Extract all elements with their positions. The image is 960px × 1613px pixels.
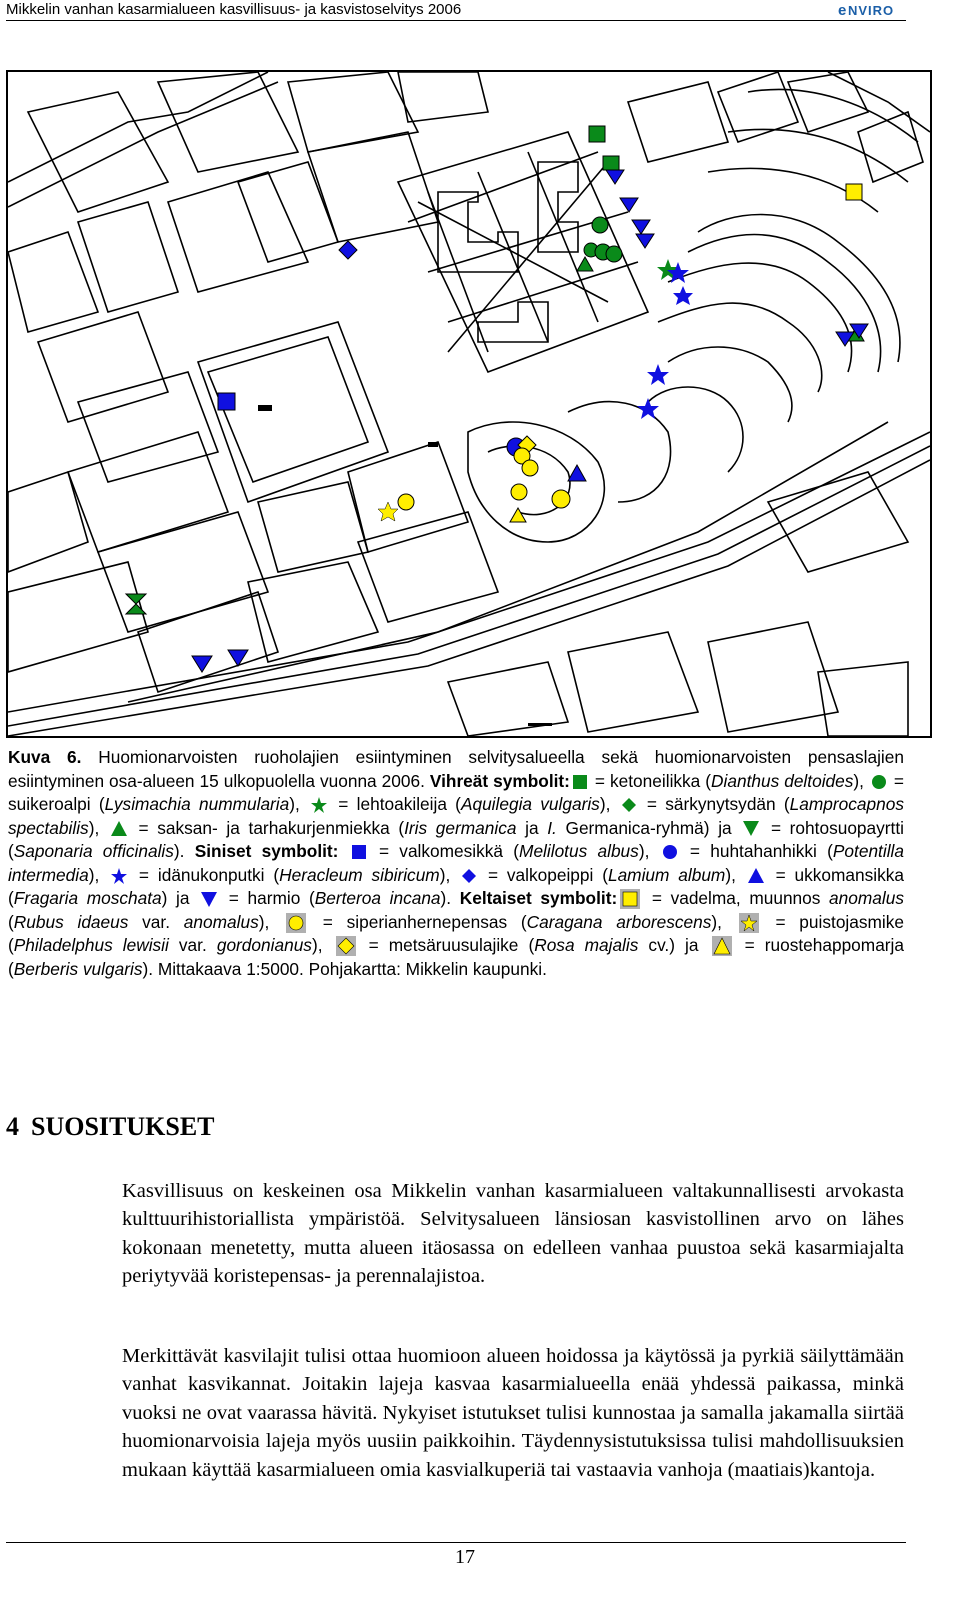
- section-title: SUOSITUKSET: [31, 1112, 215, 1141]
- blue-diamond-marker: [339, 241, 357, 259]
- species-name: anomalus: [829, 888, 904, 908]
- blue-triangle-marker: [568, 465, 586, 481]
- scale-bar: [528, 723, 552, 726]
- legend-green-triangle-icon: [111, 821, 127, 836]
- legend-text: ).: [440, 888, 460, 908]
- species-name: Saponaria officinalis: [13, 841, 174, 861]
- legend-text: ),: [711, 911, 736, 932]
- legend-green-circle-icon: [872, 775, 886, 789]
- species-name: I.: [547, 817, 557, 838]
- blue-down-triangle-marker: [606, 170, 624, 184]
- species-name: Philadelphus lewisii: [13, 935, 169, 955]
- legend-text: = ruostehappomarja (: [8, 935, 905, 979]
- caption-lead: Kuva 6.: [8, 747, 82, 767]
- legend-yellow-square-icon: [620, 889, 640, 909]
- base-map: [8, 72, 930, 736]
- legend-green-square-icon: [573, 775, 587, 789]
- legend-text: = valkomesikkä (: [368, 841, 520, 861]
- legend-text: ),: [88, 864, 109, 885]
- legend-text: ),: [311, 935, 333, 955]
- legend-text: = särkynytsydän (: [638, 794, 790, 814]
- species-name: Fragaria moschata: [13, 888, 162, 908]
- yellow-heading: Keltaiset symbolit:: [459, 888, 618, 908]
- blue-down-triangle-marker: [620, 198, 638, 212]
- legend-text: ja: [516, 817, 548, 838]
- legend-blue-diamond-icon: [462, 869, 476, 883]
- legend-text: = suikeroalpi (: [8, 770, 905, 814]
- legend-text: ),: [258, 911, 284, 932]
- figure-caption: [8, 746, 904, 981]
- section-number: 4: [6, 1112, 19, 1141]
- species-name: Lysimachia nummularia: [104, 794, 290, 814]
- yellow-triangle-marker: [510, 508, 526, 522]
- yellow-circle-marker: [552, 490, 570, 508]
- legend-yellow-circle-icon: [286, 913, 306, 933]
- legend-blue-down-triangle-icon: [201, 892, 217, 907]
- species-name: Rosa majalis: [534, 935, 639, 955]
- green-square-marker: [589, 126, 605, 142]
- yellow-star-marker: [378, 502, 398, 521]
- legend-text: = huhtahanhikki (: [679, 841, 833, 861]
- species-name: gordonianus: [216, 935, 312, 955]
- map-label: [428, 442, 438, 447]
- legend-text: = saksan- ja tarhakurjenmiekka (: [129, 817, 405, 838]
- yellow-circle-marker: [511, 484, 527, 500]
- species-name: Aquilegia vulgaris: [460, 794, 600, 814]
- yellow-symbols: [378, 184, 862, 522]
- header-title: Mikkelin vanhan kasarmialueen kasvillisuus- ja kasvistoselvitys 2006: [6, 1, 462, 18]
- legend-text: Germanica-ryhmä) ja: [556, 817, 741, 838]
- legend-text: = idänukonputki (: [130, 864, 280, 885]
- legend-yellow-diamond-icon: [336, 936, 356, 956]
- legend-text: ) ja: [161, 888, 199, 908]
- legend-blue-circle-icon: [663, 845, 677, 859]
- blue-star-marker: [673, 286, 693, 305]
- green-circle-marker: [606, 246, 622, 262]
- section-heading: [6, 1112, 227, 1142]
- green-triangle-marker: [577, 257, 593, 271]
- species-name: Potentilla intermedia: [8, 841, 904, 885]
- legend-text: = valkopeippi (: [479, 864, 608, 885]
- legend-text: ),: [289, 794, 309, 814]
- species-name: Lamprocapnos spectabilis: [8, 794, 904, 838]
- species-name: Melilotus albus: [519, 841, 639, 861]
- blue-star-marker: [647, 364, 669, 385]
- legend-text: var.: [128, 911, 184, 932]
- legend-text: ),: [88, 817, 108, 838]
- blue-down-triangle-marker: [636, 234, 654, 248]
- enviro-logo: [838, 0, 908, 24]
- species-name: anomalus: [183, 911, 259, 932]
- yellow-circle-marker: [398, 494, 414, 510]
- legend-text: = siperianhernepensas (: [309, 911, 527, 932]
- legend-text: = harmio (: [220, 888, 315, 908]
- legend-text: ),: [725, 864, 745, 885]
- species-name: Lamium album: [607, 864, 726, 885]
- legend-text: = puistojasmike (: [8, 911, 905, 955]
- legend-text: ),: [599, 794, 619, 814]
- species-name: Caragana arborescens: [526, 911, 712, 932]
- footer-divider: [6, 1542, 906, 1543]
- blue-down-triangle-marker: [632, 220, 650, 234]
- green-circle-marker: [592, 217, 608, 233]
- body-paragraph: Merkittävät kasvilajit tulisi ottaa huomioon alueen hoidossa ja käytössä ja pyrkiä säilyttämään vanhat kasvikannat. Joitakin lajeja kasvaa kasarmialueella enää yhdessä paikassa, minkä vuoksi ne ovat vaarassa hävitä. Nykyiset istutukset tulisi kunnostaa ja samalla jakamalla siirtää huomionarvoisia lajeja myös uusiin paikkoihin. Täydennysistutuksissa tulisi mahdollisuuksien mukaan käyttää kasarmialueen omia kasvialkuperiä tai vastaavia vanhoja (maatiais)kantoja.: [122, 1345, 904, 1481]
- page-header: [6, 0, 906, 21]
- legend-text: (: [8, 911, 14, 932]
- species-name: Rubus idaeus: [13, 911, 129, 932]
- blue-star-marker: [637, 398, 659, 419]
- page-number: 17: [455, 1546, 475, 1568]
- species-name: Dianthus deltoides: [711, 770, 854, 791]
- legend-text: = lehtoakileija (: [330, 794, 461, 814]
- legend-blue-square-icon: [352, 845, 366, 859]
- legend-blue-triangle-icon: [748, 868, 764, 883]
- legend-text: ). Mittakaava 1:5000. Pohjakartta: Mikkelin kaupunki.: [142, 958, 547, 979]
- legend-green-down-triangle-icon: [743, 821, 759, 836]
- legend-text: cv.) ja: [638, 935, 709, 955]
- legend-yellow-star-icon: [739, 913, 759, 933]
- legend-text: ),: [638, 841, 660, 861]
- legend-text: var.: [168, 935, 217, 955]
- species-name: Iris germanica: [404, 817, 517, 838]
- legend-text: = vadelma, muunnos: [643, 888, 830, 908]
- legend-text: = ukkomansikka (: [8, 864, 905, 908]
- blue-down-triangle-marker: [192, 656, 212, 672]
- enviro-logo-mark: [838, 0, 908, 19]
- green-hourglass-marker: [126, 594, 146, 614]
- legend-yellow-triangle-icon: [712, 936, 732, 956]
- species-name: Berberis vulgaris: [13, 958, 143, 979]
- body-paragraph: Kasvillisuus on keskeinen osa Mikkelin vanhan kasarmialueen valtakunnallisesti arvokasta kulttuurihistoriallista ympäristöä. Selvitysalueen länsiosan kasvistollinen arvo on lähes kokonaan menetetty, mutta alueen itäosassa on edelleen vanhaa puustoa sekä kasarmiajalta periytyvää koristepensas- ja perennalajistoa.: [122, 1180, 904, 1288]
- caption-text: Huomionarvoisten ruoholajien esiintyminen selvitysalueella sekä huomionarvoisten pensaslajien esiintyminen osa-alueen 15 ulkopuolella vuonna 2006.: [8, 747, 904, 791]
- yellow-circle-marker: [522, 460, 538, 476]
- legend-text: = rohtosuopayrtti (: [8, 817, 904, 861]
- green-square-marker: [603, 156, 619, 170]
- blue-heading: Siniset symbolit:: [194, 841, 339, 861]
- map-label: [258, 405, 272, 411]
- map-figure: [6, 70, 932, 738]
- green-heading: Vihreät symbolit:: [429, 770, 570, 791]
- legend-text: ),: [853, 770, 869, 791]
- legend-text: = metsäruusulajike (: [358, 935, 535, 955]
- species-name: Berteroa incana: [314, 888, 441, 908]
- svg-text:NVIRO: NVIRO: [848, 3, 895, 18]
- legend-green-star-icon: [311, 797, 327, 813]
- legend-text: ),: [439, 864, 460, 885]
- legend-green-diamond-icon: [622, 798, 636, 812]
- legend-blue-star-icon: [111, 868, 127, 884]
- species-name: Heracleum sibiricum: [279, 864, 440, 885]
- svg-text:e: e: [838, 2, 848, 19]
- blue-square-marker: [218, 393, 235, 410]
- legend-text: = ketoneilikka (: [589, 770, 712, 791]
- yellow-square-marker: [846, 184, 862, 200]
- legend-text: ).: [173, 841, 195, 861]
